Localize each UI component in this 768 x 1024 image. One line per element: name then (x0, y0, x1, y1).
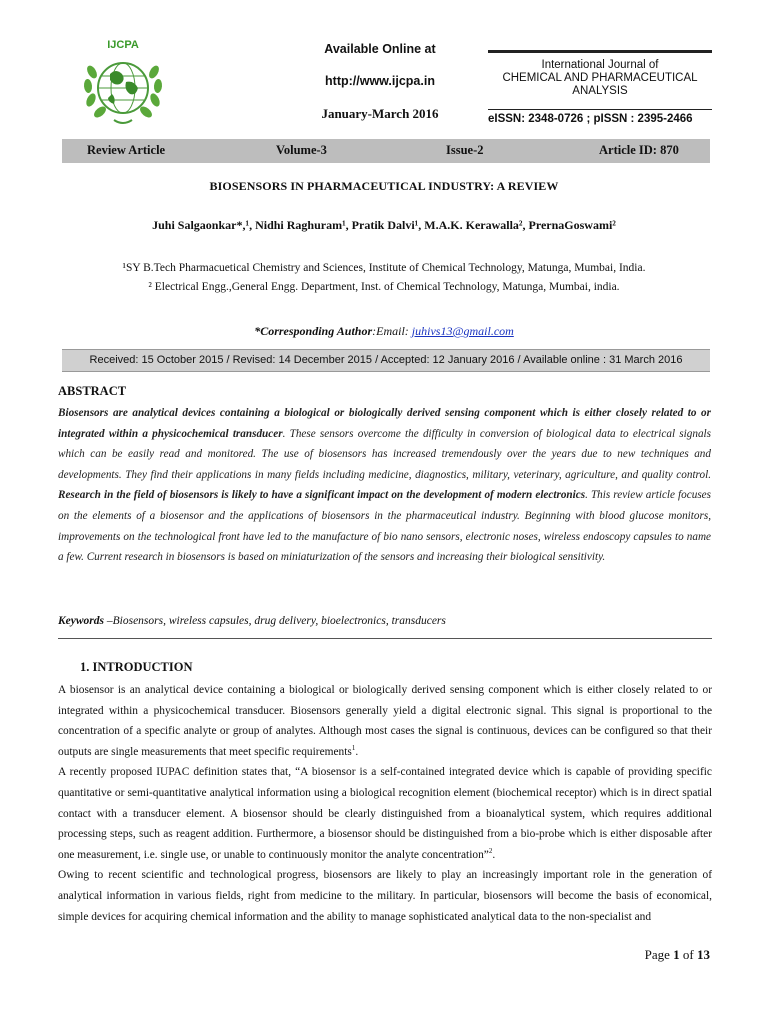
article-title: BIOSENSORS IN PHARMACEUTICAL INDUSTRY: A REVIEW (209, 179, 559, 193)
corresponding-label: *Corresponding Author (254, 324, 373, 338)
abstract-heading: ABSTRACT (58, 384, 127, 398)
abstract-body (58, 403, 711, 568)
introduction-body (58, 680, 712, 927)
intro-p1-text: A biosensor is an analytical device containing a biological or biologically derived sensing component which is either closely related to or integrated within a physicochemical transducer. Biosensors generally yield a digital electronic signal. This signal is proportional to the concentration of a specific analyte or group of analytes. Although most cases the signal is continuous, devices can be configured so that their outputs are single measurements that meet specific requirements (58, 684, 712, 758)
logo-text: IJCPA (107, 39, 139, 51)
introduction-heading: 1. INTRODUCTION (80, 660, 193, 674)
citation-ref: 2 (488, 846, 493, 855)
page-number (645, 947, 710, 963)
page-of: of (679, 947, 697, 962)
email-label: :Email: (372, 324, 412, 338)
citation-ref: 1 (351, 743, 356, 752)
keywords (58, 615, 446, 627)
intro-paragraph-2 (58, 762, 712, 865)
journal-name-box (488, 50, 712, 110)
available-online-label: Available Online at (324, 42, 436, 56)
abstract-part-3: Research in the field of biosensors is likely to have a significant impact on the development of modern electronics (58, 489, 586, 502)
journal-name-line2: CHEMICAL AND PHARMACEUTICAL (502, 72, 698, 84)
article-type: Review Article (87, 143, 166, 157)
intro-p1-end: . (355, 745, 359, 758)
intro-p2-end: . (492, 848, 496, 861)
journal-logo (80, 38, 166, 128)
section-divider (58, 638, 712, 639)
keywords-text: –Biosensors, wireless capsules, drug delivery, bioelectronics, transducers (104, 615, 446, 627)
intro-paragraph-3: Owing to recent scientific and technological progress, biosensors are likely to play an increasingly important role in the generation of analytical information in various fields, right from medicine to the military. In particular, biosensors will become the basis of economical, simple devices for acquiring chemical information and the ability to manage sophisticated analytical data to the non-specialist and (58, 869, 712, 923)
page-current: 1 (673, 947, 680, 962)
journal-name-line3: ANALYSIS (572, 85, 628, 97)
page-prefix: Page (644, 947, 674, 962)
journal-url[interactable]: http://www.ijcpa.in (325, 74, 435, 88)
abstract-part-4: . This review article focuses on the elements of a biosensor and the applications of biosensors in the pharmaceutical industry. Beginning with blood glucose monitors, improvements on the technological front have led to the manufacture of bio nano sensors, electronic noses, wireless endoscopy capsules to name a few. Current research in biosensors is based on miniaturization of the sensors and increasing their biological sensitivity. (58, 489, 711, 564)
article-volume: Volume-3 (276, 143, 327, 157)
submission-dates: Received: 15 October 2015 / Revised: 14 December 2015 / Accepted: 12 January 2016 / Available online : 31 March 2016 (62, 349, 710, 372)
issue-date: January-March 2016 (321, 106, 439, 121)
keywords-label: Keywords (58, 615, 104, 627)
author-list: Juhi Salgaonkar*,¹, Nidhi Raghuram¹, Pratik Dalvi¹, M.A.K. Kerawalla², PrernaGoswami² (152, 218, 616, 232)
issn: eISSN: 2348-0726 ; pISSN : 2395-2466 (488, 113, 693, 125)
article-issue: Issue-2 (446, 143, 484, 157)
abstract-part-2: . These sensors overcome the difficulty in conversion of biological data to electrical signals which can be easily read and monitored. The use of biosensors has increased tremendously over the years due to new techniques and developments. They find their applications in many fields including medicine, diagnostics, military, veterinary, agriculture, and quality control. (58, 427, 711, 481)
affiliation-2: ² Electrical Engg.,General Engg. Department, Inst. of Chemical Technology, Matunga, Mumbai, india. (148, 281, 620, 293)
article-id: Article ID: 870 (599, 143, 679, 157)
article-meta-bar (62, 139, 710, 163)
intro-paragraph-1 (58, 680, 712, 762)
page-total: 13 (697, 947, 710, 962)
author-email-link[interactable]: juhivs13@gmail.com (411, 324, 514, 338)
affiliation-1: ¹SY B.Tech Pharmacuetical Chemistry and Sciences, Institute of Chemical Technology, Matunga, Mumbai, India. (122, 262, 646, 274)
intro-p2-text: A recently proposed IUPAC definition states that, “A biosensor is a self-contained integrated device which is capable of providing specific quantitative or semi-quantitative analytical information using a biological recognition element (biochemical receptor) which is in direct spatial contact with a transducer element. A biosensor should be clearly distinguished from a bioanalytical system, which requires additional processing steps, such as reagent addition. Furthermore, a biosensor should be distinguished from a bio-probe which is either disposable after one measurement, i.e. single use, or unable to continuously monitor the analyte concentration” (58, 766, 712, 861)
journal-name-line1: International Journal of (541, 59, 659, 71)
abstract-part-1: Biosensors are analytical devices containing a biological or biologically derived sensing component which is either closely related to or integrated within a physicochemical transducer (58, 407, 711, 440)
corresponding-author (0, 324, 768, 339)
